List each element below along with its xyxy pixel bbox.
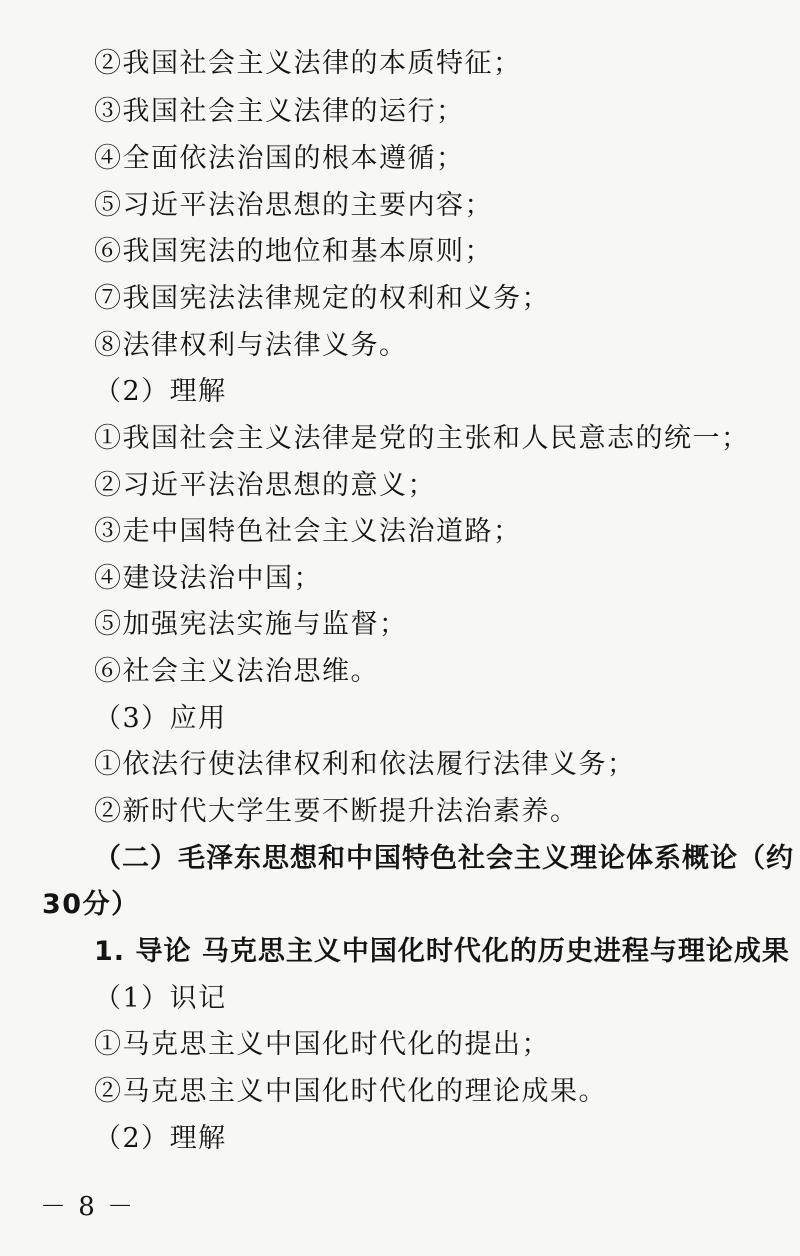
text-line: ③走中国特色社会主义法治道路； [94, 516, 522, 547]
page-number: － 8 － [40, 1192, 136, 1222]
subsection-heading: （1）识记 [94, 983, 227, 1014]
text-line: ③我国社会主义法律的运行； [94, 96, 465, 127]
subsection-heading: （3）应用 [94, 703, 227, 734]
text-line: ④建设法治中国； [94, 563, 322, 594]
text-line: ⑦我国宪法法律规定的权利和义务； [94, 283, 550, 314]
chapter-heading: 1. 导论 马克思主义中国化时代化的历史进程与理论成果 [94, 936, 790, 967]
text-line: ⑤加强宪法实施与监督； [94, 609, 408, 640]
text-line: ④全面依法治国的根本遵循； [94, 143, 465, 174]
text-line: ①我国社会主义法律是党的主张和人民意志的统一； [94, 423, 750, 454]
subsection-heading: （2）理解 [94, 376, 227, 407]
subsection-heading: （2）理解 [94, 1123, 227, 1154]
text-line: ②新时代大学生要不断提升法治素养。 [94, 796, 579, 827]
text-line: ⑥社会主义法治思维。 [94, 656, 379, 687]
text-line: ⑧法律权利与法律义务。 [94, 330, 408, 361]
text-line: ⑥我国宪法的地位和基本原则； [94, 236, 493, 267]
section-heading-continued: 30分） [42, 889, 140, 920]
text-line: ②习近平法治思想的意义； [94, 470, 436, 501]
text-line: ②马克思主义中国化时代化的理论成果。 [94, 1076, 607, 1107]
section-heading: （二）毛泽东思想和中国特色社会主义理论体系概论（约 [94, 843, 794, 874]
text-line: ①马克思主义中国化时代化的提出； [94, 1029, 550, 1060]
text-line: ⑤习近平法治思想的主要内容； [94, 190, 493, 221]
text-line: ①依法行使法律权利和依法履行法律义务； [94, 749, 636, 780]
text-line: ②我国社会主义法律的本质特征； [94, 48, 522, 79]
